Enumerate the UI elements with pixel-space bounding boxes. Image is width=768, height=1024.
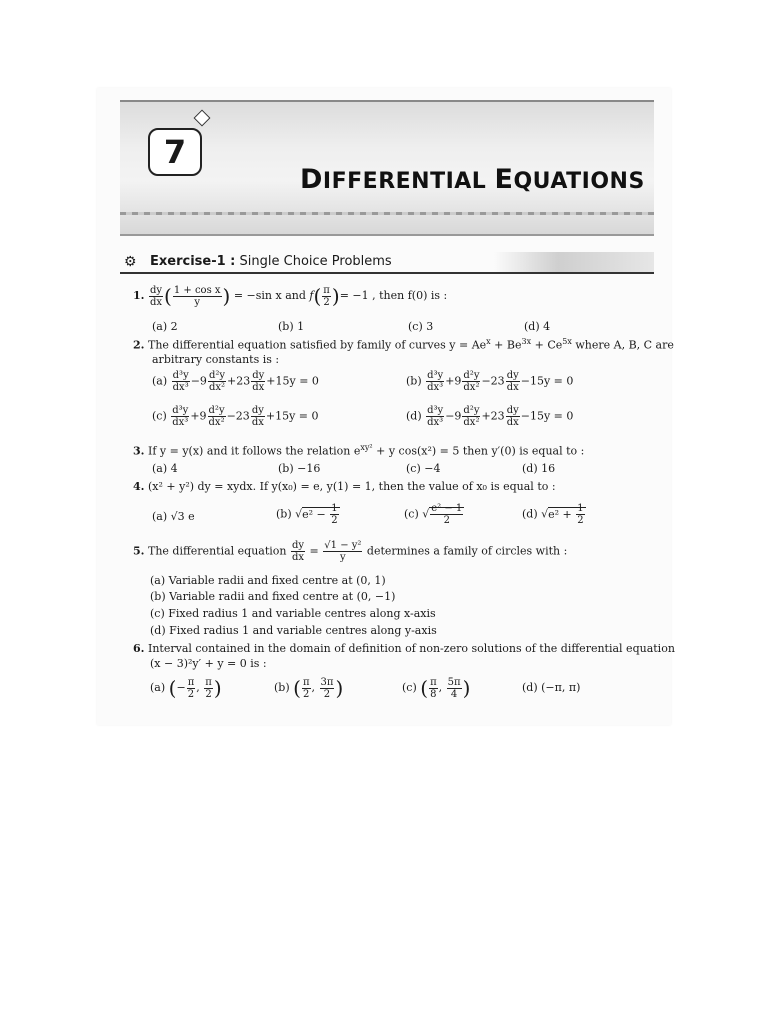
question-6-line-1: 6. Interval contained in the domain of definition of non-zero solutions of the differential equation [133, 642, 675, 655]
q4-option-b: (b) √e² − $\frac{1}{2}$ [276, 503, 338, 526]
q2-option-c: (c) $\frac{\text{d³y}}{\text{dx³}}$ +9 $\frac{\text{d²y}}{\text{dx²}}$ −23 $\frac{dy}{dx}$ +15y = 0 [152, 405, 319, 428]
q3-option-c: (c) −4 [406, 462, 441, 475]
q1-option-d: (d) 4 [524, 320, 551, 333]
exercise-header [120, 252, 654, 274]
question-3: 3. If y = y(x) and it follows the relation $e^{xy^2} + y$ cos(x²) = 5 then y′(0) is equal to : [133, 443, 585, 458]
q1-option-b: (b) 1 [278, 320, 305, 333]
q6-option-a: (a) (− $\frac{\pi}{2}$ , $\frac{\pi}{2}$ ) [150, 676, 222, 700]
question-4: 4. (x² + y²) dy = xydx. If y(x₀) = e, y(1) = 1, then the value of x₀ is equal to : [133, 480, 556, 493]
q4-option-d: (d) √e² + $\frac{1}{2}$ [522, 503, 584, 526]
q4-option-a: (a) √3 e [152, 510, 195, 523]
q1-option-c: (c) 3 [408, 320, 434, 333]
q3-option-d: (d) 16 [522, 462, 556, 475]
banner-stripe [120, 212, 654, 215]
q6-option-c: (c) ( $\frac{\pi}{8}$ , $\frac{5\pi}{4}$ ) [402, 676, 471, 700]
q5-option-c: (c) Fixed radius 1 and variable centres along x-axis [150, 607, 436, 620]
q2-option-d: (d) $\frac{\text{d³y}}{\text{dx³}}$ −9 $\frac{\text{d²y}}{\text{dx²}}$ +23 $\frac{dy}{dx}$ −15y = 0 [406, 405, 574, 428]
q2-option-a: (a) $\frac{\text{d³y}}{\text{dx³}}$ −9 $\frac{\text{d²y}}{\text{dx²}}$ +23 $\frac{dy}{dx}$ +15y = 0 [152, 370, 319, 393]
question-5: 5. The differential equation $\frac{dy}{dx}$ = $\frac{\text{√1 − y²}}{y}$ determines a family of circles with : [133, 540, 568, 563]
q5-option-d: (d) Fixed radius 1 and variable centres along y-axis [150, 624, 437, 637]
q2-option-b: (b) $\frac{\text{d³y}}{\text{dx³}}$ +9 $\frac{\text{d²y}}{\text{dx²}}$ −23 $\frac{dy}{dx}$ −15y = 0 [406, 370, 574, 393]
chapter-number: 7 [148, 128, 202, 176]
q3-option-b: (b) −16 [278, 462, 321, 475]
q5-option-a: (a) Variable radii and fixed centre at (0, 1) [150, 574, 386, 587]
chapter-title: DIFFERENTIAL EQUATIONS [300, 164, 645, 195]
exercise-title: Exercise-1 : Single Choice Problems [150, 254, 392, 269]
q5-option-b: (b) Variable radii and fixed centre at (0, −1) [150, 590, 396, 603]
question-2-line-2: arbitrary constants is : [152, 353, 280, 366]
gear-icon: ⚙ [124, 254, 137, 270]
q4-option-c: (c) √ $\frac{\text{e² − 1}}{2}$ [404, 503, 463, 526]
question-6-line-2: (x − 3)²y′ + y = 0 is : [150, 657, 267, 670]
q1-option-a: (a) 2 [152, 320, 178, 333]
question-1: 1. $\frac{dy}{dx}$ ( $\frac{\text{1 + cos x}}{y}$ ) = −sin x and f( $\frac{\pi}{2}$ )= −1 , then f(0) is : [133, 284, 448, 308]
q6-option-d: (d) (−π, π) [522, 681, 581, 694]
q3-option-a: (a) 4 [152, 462, 178, 475]
question-2-line-1: 2. The differential equation satisfied by family of curves $y = Ae^x + Be^{3x} + Ce^{5x}$ where A, B, C are [133, 337, 674, 352]
q6-option-b: (b) ( $\frac{\pi}{2}$ , $\frac{3\pi}{2}$ ) [274, 676, 344, 700]
header-decoration [494, 252, 654, 272]
